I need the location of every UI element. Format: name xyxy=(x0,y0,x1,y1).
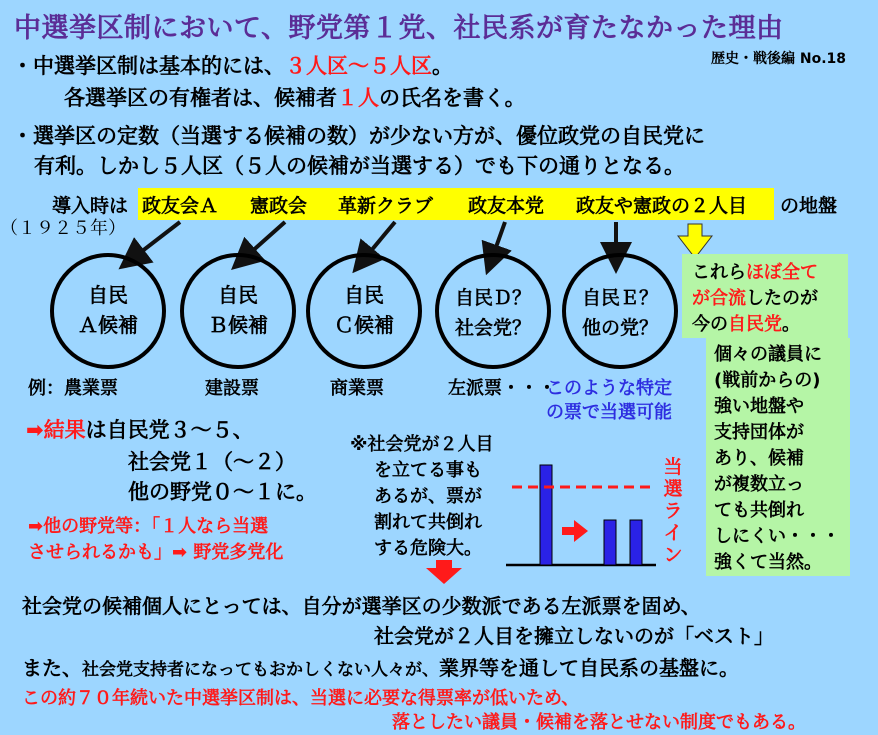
candidate-d-line2: 社会党？ xyxy=(454,317,531,339)
strength-line-6: が複数立っ xyxy=(714,474,804,495)
bottom-line-3a: また、 xyxy=(22,656,82,680)
strength-line-9: 強くて当然。 xyxy=(714,552,822,573)
note-line-5: する危険大。 xyxy=(374,538,482,559)
merge-note-1b: ほぼ全て xyxy=(746,262,818,283)
candidate-c-line1: 自民 xyxy=(344,283,384,307)
strength-note-box xyxy=(706,338,850,576)
district-size: ３人区〜５人区 xyxy=(285,54,432,78)
candidate-b-line1: 自民 xyxy=(218,283,258,307)
result-line-1 xyxy=(26,414,254,444)
bullet-2-line1: ・選挙区の定数（当選する候補の数）が少ない方が、優位政党の自民党に xyxy=(12,124,705,148)
result-label: ➡結果 xyxy=(26,418,86,442)
note-line-1: ※社会党が２人目 xyxy=(350,434,494,455)
faction-1: 政友会Ａ xyxy=(142,195,219,217)
note-line-3: あるが、票が xyxy=(374,486,482,507)
candidate-a-line1: 自民 xyxy=(88,283,128,307)
merge-arrow-icon xyxy=(678,224,712,258)
page-title: 中選挙区制において、野党第１党、社民系が育たなかった理由 xyxy=(14,13,784,44)
merge-note-3a: 今の xyxy=(692,314,728,335)
bullet-1-end: 。 xyxy=(432,54,453,78)
bullet-1-text: ・中選挙区制は基本的には、 xyxy=(12,54,285,78)
strength-line-5: あり、候補 xyxy=(714,448,804,469)
merge-note-3 xyxy=(692,310,800,336)
candidate-d-label xyxy=(443,283,543,343)
bullet-1-line2-text: 各選挙区の有権者は、候補者 xyxy=(64,86,337,110)
result-line-2: 社会党１（〜２） xyxy=(128,450,296,474)
candidate-e-label xyxy=(570,283,670,343)
candidate-e-line1: 自民Ｅ？ xyxy=(581,287,658,309)
one-person: １人 xyxy=(337,86,379,110)
candidate-b-line2: Ｂ候補 xyxy=(208,313,268,337)
result-line-1-text: は自民党３〜５、 xyxy=(85,418,254,442)
intro-year: （１９２５年） xyxy=(0,218,126,239)
bottom-line-5: 落としたい議員・候補を落とせない制度でもある。 xyxy=(392,712,806,733)
series-label: 歴史・戦後編 No.18 xyxy=(710,51,846,67)
strength-line-7: ても共倒れ xyxy=(714,500,804,521)
bottom-line-1: 社会党の候補個人にとっては、自分が選挙区の少数派である左派票を固め、 xyxy=(22,594,701,618)
merge-note-1 xyxy=(692,258,818,284)
bullet-1-line2-end: の氏名を書く。 xyxy=(379,86,526,110)
other-parties-1: ➡他の野党等：「１人なら当選 xyxy=(28,516,269,537)
candidate-a-label xyxy=(58,280,158,340)
bullet-2-line2: 有利。しかし５人区（５人の候補が当選する）でも下の通りとなる。 xyxy=(34,154,685,178)
intro-label: 導入時は xyxy=(52,195,129,217)
candidate-a-line2: Ａ候補 xyxy=(78,313,138,337)
merge-note-2b: したのが xyxy=(746,288,818,309)
strength-line-1: 個々の議員に xyxy=(714,344,822,365)
merge-note-3c: 。 xyxy=(782,314,800,335)
vote-c: 商業票 xyxy=(330,378,384,399)
note-line-2: を立てる事も xyxy=(374,460,482,481)
candidate-c-line2: Ｃ候補 xyxy=(334,313,394,337)
special-votes-1: このような特定 xyxy=(546,378,672,399)
candidate-c-label xyxy=(314,280,414,340)
intro-suffix: の地盤 xyxy=(780,195,838,217)
bottom-line-2: 社会党が２人目を擁立しないのが「ベスト」 xyxy=(374,624,774,648)
down-arrow-icon xyxy=(426,560,462,584)
right-arrow-icon xyxy=(562,520,588,542)
faction-2: 憲政会 xyxy=(250,195,308,217)
merge-note-2a: が合流 xyxy=(692,288,746,309)
candidate-e-line2: 他の党？ xyxy=(581,317,658,339)
chart-bar xyxy=(540,465,552,565)
chart-bar xyxy=(630,520,642,565)
merge-note-2 xyxy=(692,284,818,310)
faction-3: 革新クラブ xyxy=(338,195,434,217)
bottom-line-3c: 業界等を通して自民系の基盤に。 xyxy=(439,656,739,680)
strength-line-8: しにくい・・・ xyxy=(714,526,840,547)
strength-line-2: (戦前からの) xyxy=(714,370,821,391)
merge-note-box xyxy=(682,254,848,338)
strength-line-4: 支持団体が xyxy=(714,422,804,443)
vote-b: 建設票 xyxy=(205,378,259,399)
arrow-a xyxy=(128,222,180,262)
bottom-line-3b: 社会党支持者になってもおかしくない人々が、 xyxy=(82,660,439,680)
merge-note-3b: 自民党 xyxy=(728,314,782,335)
result-line-3: 他の野党０〜１に。 xyxy=(128,480,317,504)
note-line-4: 割れて共倒れ xyxy=(374,512,482,533)
candidate-b-label xyxy=(188,280,288,340)
merge-note-1a: これら xyxy=(692,262,746,283)
vote-a: 例：農業票 xyxy=(28,378,118,399)
faction-4: 政友本党 xyxy=(468,195,545,217)
special-votes-2: の票で当選可能 xyxy=(546,402,672,423)
other-parties-2: させられるかも」➡ 野党多党化 xyxy=(28,542,284,563)
faction-5: 政友や憲政の２人目 xyxy=(576,195,748,217)
candidate-d-line1: 自民Ｄ？ xyxy=(454,287,531,309)
bottom-line-3 xyxy=(22,652,739,681)
chart-bar xyxy=(604,520,616,565)
strength-line-3: 強い地盤や xyxy=(714,396,804,417)
win-line-chart xyxy=(506,465,656,565)
win-line-label: 当選ライン xyxy=(663,456,683,566)
bottom-line-4: この約７０年続いた中選挙区制は、当選に必要な得票率が低いため、 xyxy=(22,688,580,709)
vote-d: 左派票・・・ xyxy=(448,378,556,399)
